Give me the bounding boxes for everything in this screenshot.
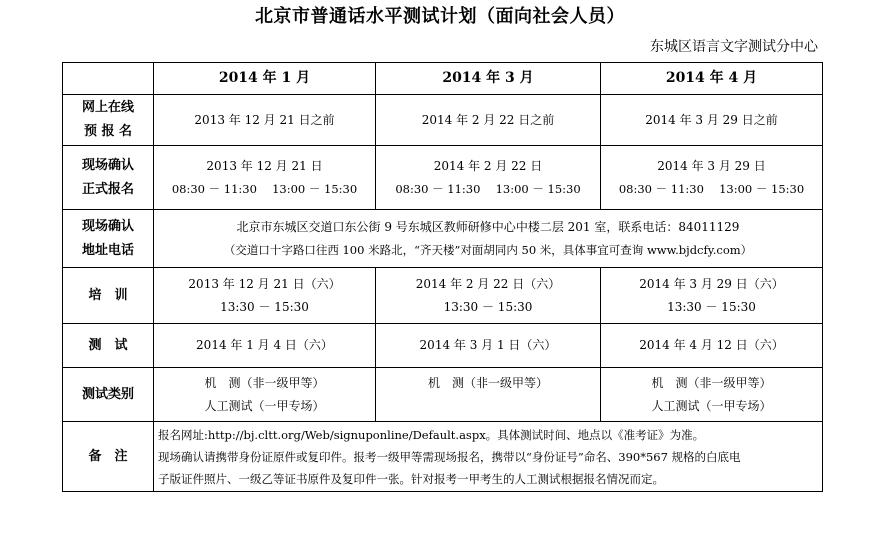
test-mar: 2014 年 3 月 1 日（六） bbox=[376, 324, 601, 368]
online-prereg-jan: 2013 年 12 月 21 日之前 bbox=[154, 95, 376, 146]
header-row bbox=[63, 63, 823, 95]
category-manual: 人工测试（一甲专场） bbox=[204, 398, 325, 413]
onsite-registration-jan bbox=[154, 146, 376, 210]
test-jan: 2014 年 1 月 4 日（六） bbox=[154, 324, 376, 368]
address-row bbox=[63, 210, 823, 268]
online-prereg-row bbox=[63, 95, 823, 146]
address-label-1: 现场确认 bbox=[81, 218, 134, 234]
category-machine: 机 测（非一级甲等） bbox=[651, 375, 772, 390]
category-machine: 机 测（非一级甲等） bbox=[427, 376, 548, 390]
onsite-date: 2014 年 2 月 22 日 bbox=[433, 158, 543, 173]
training-jan bbox=[154, 268, 376, 324]
training-date: 2014 年 2 月 22 日（六） bbox=[415, 276, 561, 291]
training-date: 2013 年 12 月 21 日（六） bbox=[188, 276, 341, 291]
training-time: 13:30 － 15:30 bbox=[220, 299, 309, 314]
onsite-registration-mar bbox=[376, 146, 601, 210]
category-mar bbox=[376, 368, 601, 422]
category-machine: 机 测（非一级甲等） bbox=[204, 375, 325, 390]
address-label-2: 地址电话 bbox=[81, 242, 134, 258]
remarks-line-2: 现场确认请携带身份证原件或复印件。报考一级甲等需现场报名，携带以“身份证号”命名、390*567 规格的白底电 bbox=[158, 449, 741, 464]
category-row bbox=[63, 368, 823, 422]
schedule-table bbox=[62, 62, 823, 492]
onsite-registration-label bbox=[63, 146, 154, 210]
training-time: 13:30 － 15:30 bbox=[667, 299, 756, 314]
remarks-line-3: 子版证件照片、一级乙等证书原件及复印件一张。针对报考一甲考生的人工测试根据报名情况而定。 bbox=[158, 471, 664, 486]
address-label bbox=[63, 210, 154, 268]
test-apr: 2014 年 4 月 12 日（六） bbox=[601, 324, 823, 368]
onsite-registration-apr bbox=[601, 146, 823, 210]
category-apr bbox=[601, 368, 823, 422]
issuer-subtitle: 东城区语言文字测试分中心 bbox=[650, 39, 818, 55]
remarks-label: 备 注 bbox=[63, 422, 154, 492]
onsite-registration-row bbox=[63, 146, 823, 210]
address-line-2: （交道口十字路口往西 100 米路北，“齐天楼”对面胡同内 50 米，具体事宜可查询 www.bjdcfy.com） bbox=[223, 242, 753, 257]
training-apr bbox=[601, 268, 823, 324]
onsite-registration-label-1: 现场确认 bbox=[81, 157, 134, 173]
category-manual: 人工测试（一甲专场） bbox=[651, 398, 772, 413]
online-prereg-label-1: 网上在线 bbox=[81, 100, 134, 115]
onsite-times: 08:30 － 11:30 13:00 － 15:30 bbox=[395, 181, 581, 196]
month-header-jan: 2014 年 1 月 bbox=[154, 63, 376, 95]
onsite-date: 2014 年 3 月 29 日 bbox=[657, 158, 766, 173]
training-date: 2014 年 3 月 29 日（六） bbox=[639, 276, 784, 291]
online-prereg-apr: 2014 年 3 月 29 日之前 bbox=[601, 95, 823, 146]
online-prereg-mar: 2014 年 2 月 22 日之前 bbox=[376, 95, 601, 146]
training-time: 13:30 － 15:30 bbox=[443, 299, 533, 314]
address-value bbox=[154, 210, 823, 268]
onsite-times: 08:30 － 11:30 13:00 － 15:30 bbox=[618, 181, 805, 196]
training-mar bbox=[376, 268, 601, 324]
onsite-registration-label-2: 正式报名 bbox=[81, 181, 134, 197]
category-label: 测试类别 bbox=[63, 368, 154, 422]
training-row bbox=[63, 268, 823, 324]
address-line-1: 北京市东城区交道口东公街 9 号东城区教师研修中心中楼二层 201 室，联系电话：84011129 bbox=[236, 219, 740, 234]
remarks-line-1: 报名网址:http://bj.cltt.org/Web/signuponline/Default.aspx。具体测试时间、地点以《准考证》为准。 bbox=[158, 427, 705, 442]
test-label: 测 试 bbox=[63, 324, 154, 368]
remarks-value bbox=[154, 422, 823, 492]
page-title: 北京市普通话水平测试计划（面向社会人员） bbox=[255, 6, 625, 27]
online-prereg-label-2: 预 报 名 bbox=[83, 124, 133, 139]
training-label: 培 训 bbox=[63, 268, 154, 324]
month-header-apr: 2014 年 4 月 bbox=[601, 63, 823, 95]
test-row bbox=[63, 324, 823, 368]
onsite-date: 2013 年 12 月 21 日 bbox=[206, 158, 323, 173]
onsite-times: 08:30 － 11:30 13:00 － 15:30 bbox=[171, 181, 358, 196]
month-header-mar: 2014 年 3 月 bbox=[376, 63, 601, 95]
category-jan bbox=[154, 368, 376, 422]
remarks-row bbox=[63, 422, 823, 492]
online-prereg-label bbox=[63, 95, 154, 146]
corner-cell bbox=[63, 63, 154, 95]
